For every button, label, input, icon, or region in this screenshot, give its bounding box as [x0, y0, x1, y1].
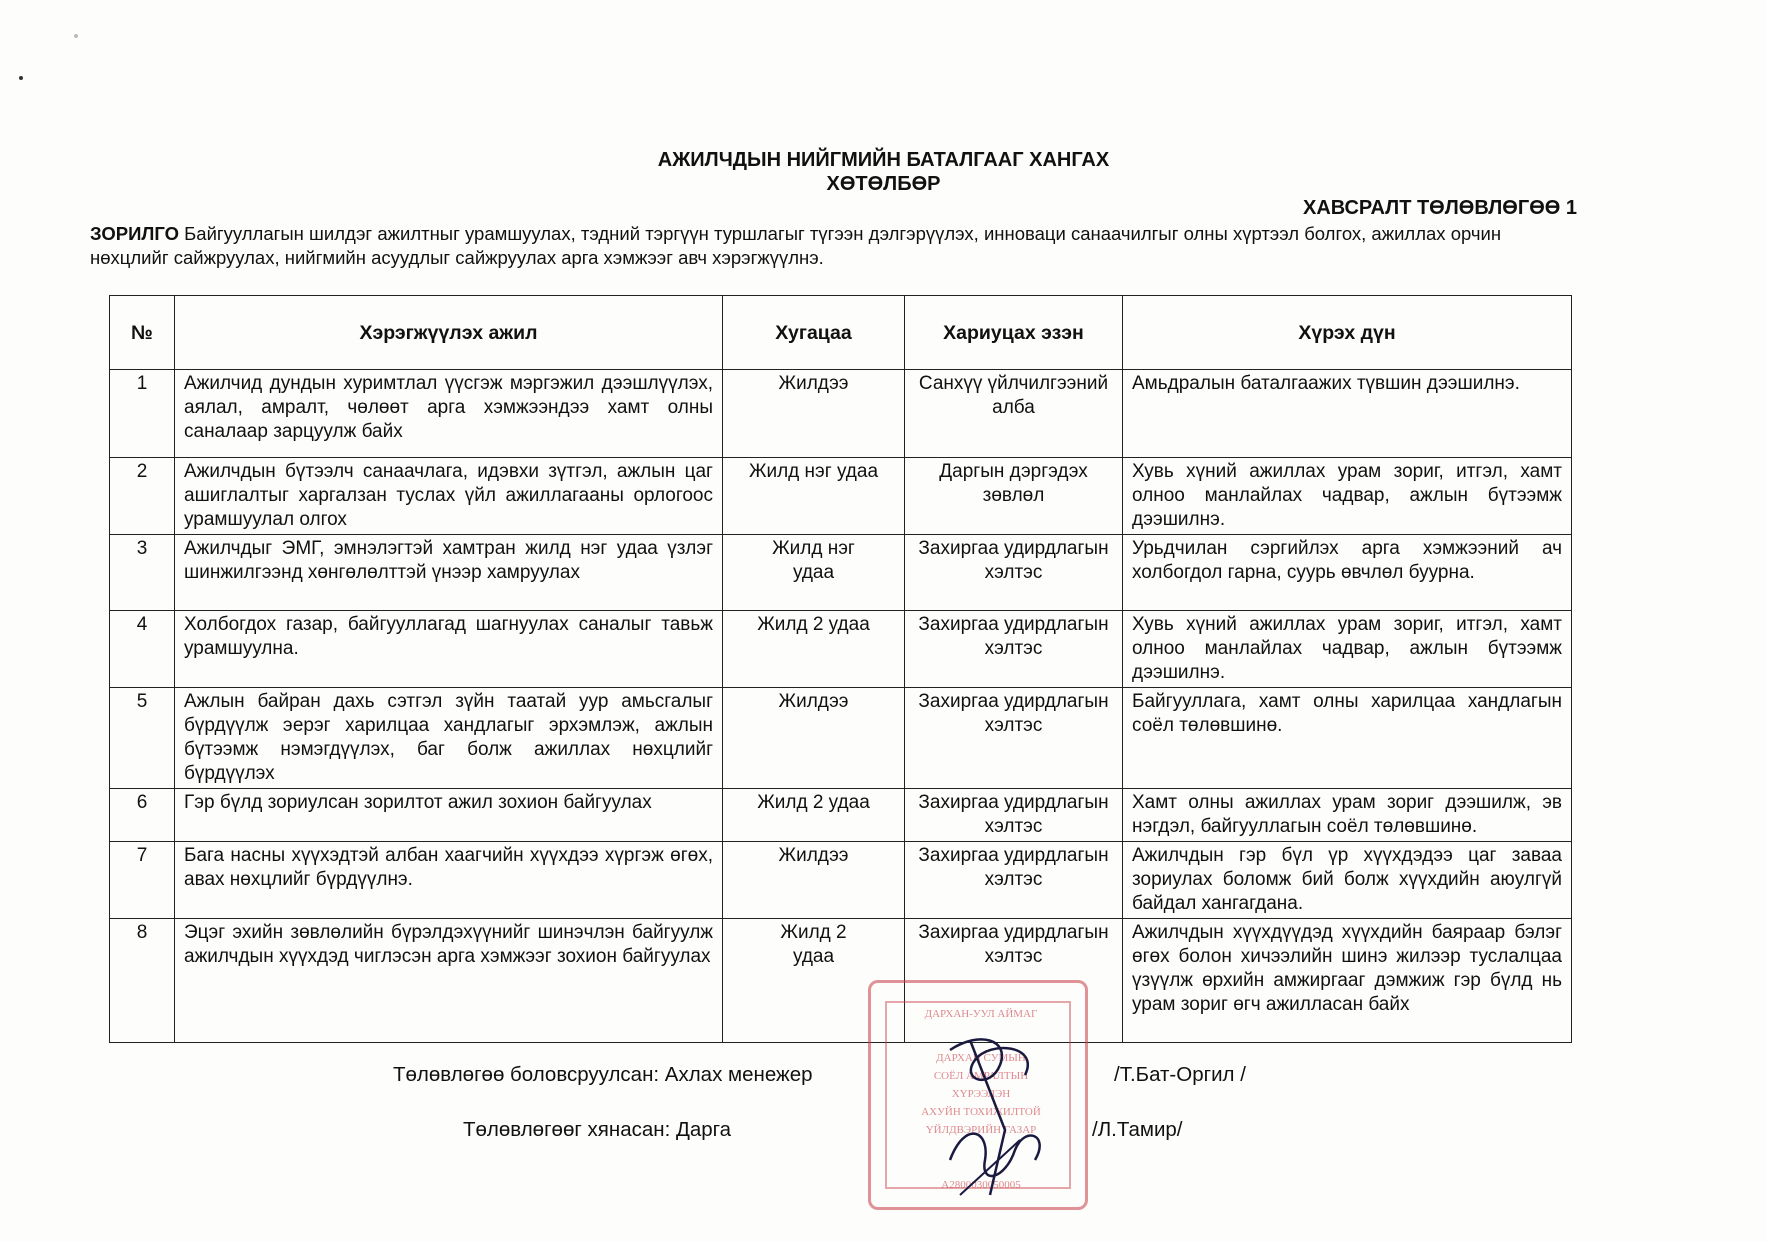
- table-header-row: [110, 296, 1572, 370]
- header-period: Хугацаа: [723, 296, 905, 370]
- prepared-by-label: Төлөвлөгөө боловсруулсан: Ахлах менежер: [393, 1063, 813, 1086]
- table-row: [110, 842, 1572, 919]
- table-row: [110, 611, 1572, 688]
- row-owner: Захиргаа удирдлагын хэлтэс: [905, 535, 1123, 611]
- row-owner: Захиргаа удирдлагын хэлтэс: [905, 789, 1123, 842]
- row-task: Ажилчид дундын хуримтлал үүсгэж мэргэжил дээшлүүлэх, аялал, амралт, чөлөөт арга хэмжээндээ хамт олны саналаар зарцуулж байх: [175, 370, 723, 458]
- row-num: 7: [110, 842, 175, 919]
- header-task: Хэрэгжүүлэх ажил: [175, 296, 723, 370]
- row-task: Холбогдох газар, байгууллагад шагнуулах саналыг тавьж урамшуулна.: [175, 611, 723, 688]
- row-num: 8: [110, 919, 175, 1043]
- row-task: Ажилчдын бүтээлч санаачлага, идэвхи зүтгэл, ажлын цаг ашиглалтыг харгалзан туслах үйл ажиллагааны орлогоос урамшуулал олгох: [175, 458, 723, 535]
- signature: [930, 1020, 1070, 1210]
- header-num: №: [110, 296, 175, 370]
- row-period: Жилдээ: [723, 688, 905, 789]
- row-period-text: Жилд нэг удаа: [772, 538, 855, 583]
- row-num: 6: [110, 789, 175, 842]
- svg-text:АХУЙН ТОХИЖИЛТОЙ: АХУЙН ТОХИЖИЛТОЙ: [921, 1106, 1041, 1118]
- row-task: Ажилчдыг ЭМГ, эмнэлэгтэй хамтран жилд нэг удаа үзлэг шинжилгээнд хөнгөлөлттэй үнээр хамруулах: [175, 535, 723, 611]
- svg-text:ҮЙЛДВЭРИЙН ГАЗАР: ҮЙЛДВЭРИЙН ГАЗАР: [925, 1124, 1037, 1136]
- row-task: Гэр бүлд зориулсан зорилтот ажил зохион байгуулах: [175, 789, 723, 842]
- row-owner: Захиргаа удирдлагын хэлтэс: [905, 842, 1123, 919]
- prepared-by-name: /Т.Бат-Оргил /: [1114, 1063, 1246, 1086]
- row-owner: Даргын дэргэдэх зөвлөл: [905, 458, 1123, 535]
- row-num: 2: [110, 458, 175, 535]
- reviewed-by-label: Төлөвлөгөөг хянасан: Дарга: [463, 1118, 732, 1141]
- table-row: [110, 535, 1572, 611]
- row-owner: Санхүү үйлчилгээний алба: [905, 370, 1123, 458]
- table-row: [110, 458, 1572, 535]
- row-result: Байгууллага, хамт олны харилцаа хандлагын соёл төлөвшинө.: [1123, 688, 1572, 789]
- plan-table: [109, 295, 1572, 1043]
- row-owner: Захиргаа удирдлагын хэлтэс: [905, 688, 1123, 789]
- annex-label: ХАВСРАЛТ ТӨЛӨВЛӨГӨӨ 1: [1302, 197, 1577, 219]
- table-row: [110, 688, 1572, 789]
- svg-text:А2800030050005: А2800030050005: [941, 1179, 1021, 1191]
- row-task: Бага насны хүүхэдтэй албан хаагчийн хүүхдээ хүргэж өгөх, авах нөхцлийг бүрдүүлнэ.: [175, 842, 723, 919]
- row-num: 1: [110, 370, 175, 458]
- goal-label: ЗОРИЛГО: [90, 223, 179, 244]
- svg-text:ДАРХАН СУМЫН: ДАРХАН СУМЫН: [936, 1052, 1026, 1064]
- row-task: Эцэг эхийн зөвлөлийн бүрэлдэхүүнийг шинэчлэн байгуулж ажилчдын хүүхдэд чиглэсэн арга хэмжээг зохион байгуулах: [175, 919, 723, 1043]
- svg-text:СОЁЛ АМРАЛТЫН: СОЁЛ АМРАЛТЫН: [933, 1070, 1029, 1082]
- row-owner: Захиргаа удирдлагын хэлтэс: [905, 919, 1123, 1043]
- table-row: [110, 919, 1572, 1043]
- row-period: Жилд 2 удаа: [723, 789, 905, 842]
- row-period: Жилд нэг удаа: [723, 458, 905, 535]
- goal-paragraph: [90, 222, 1580, 270]
- goal-text: Байгууллагын шилдэг ажилтныг урамшуулах, тэдний тэргүүн туршлагыг түгээн дэлгэрүүлэх, инноваци санаачилгыг олны хүртээл болгох, ажиллах орчин нөхцлийг сайжруулах, нийгмийн асуудлыг сайжруулах арга хэмжээг авч хэрэгжүүлнэ.: [90, 223, 1502, 268]
- row-result: Хамт олны ажиллах урам зориг дээшилж, эв нэгдэл, байгууллагын соёл төлөвшинө.: [1123, 789, 1572, 842]
- document-title: [0, 148, 1767, 196]
- row-owner: Захиргаа удирдлагын хэлтэс: [905, 611, 1123, 688]
- row-result: Ажилчдын хүүхдүүдэд хүүхдийн баяраар бэлэг өгөх болон хичээлийн шинэ жилээр туслалцаа үзүүлж өрхийн амжиргааг дэмжиж гэр бүлд нь урам зориг өгч ажилласан байх: [1123, 919, 1572, 1043]
- row-result: Ажилчдын гэр бүл үр хүүхдэдээ цаг заваа зориулах боломж бий болж хүүхдийн аюулгүй байдал хангагдана.: [1123, 842, 1572, 919]
- row-task: Ажлын байран дахь сэтгэл зүйн таатай уур амьсгалыг бүрдүүлж эерэг харилцаа хандлагыг эрхэмлэж, ажлын бүтээмж нэмэгдүүлэх, баг болж ажиллах нөхцлийг бүрдүүлэх: [175, 688, 723, 789]
- row-num: 4: [110, 611, 175, 688]
- title-line-1: АЖИЛЧДЫН НИЙГМИЙН БАТАЛГААГ ХАНГАХ: [657, 149, 1110, 171]
- row-period: Жилдээ: [723, 370, 905, 458]
- row-period: Жилд 2 удаа: [723, 611, 905, 688]
- reviewed-by-name: /Л.Тамир/: [1092, 1118, 1183, 1141]
- svg-text:ДАРХАН-УУЛ АЙМАГ: ДАРХАН-УУЛ АЙМАГ: [924, 1008, 1038, 1020]
- row-result: Хувь хүний ажиллах урам зориг, итгэл, хамт олноо манлайлах чадвар, ажлын бүтээмж дээшилнэ.: [1123, 611, 1572, 688]
- row-result: Хувь хүний ажиллах урам зориг, итгэл, хамт олноо манлайлах чадвар, ажлын бүтээмж дээшилнэ.: [1123, 458, 1572, 535]
- table-row: [110, 789, 1572, 842]
- table-row: [110, 370, 1572, 458]
- header-owner: Хариуцах эзэн: [905, 296, 1123, 370]
- row-result: Амьдралын баталгаажих түвшин дээшилнэ.: [1123, 370, 1572, 458]
- row-period: [723, 535, 905, 611]
- row-period-text: Жилд 2 удаа: [780, 922, 847, 967]
- row-num: 3: [110, 535, 175, 611]
- title-line-2: ХӨТӨЛБӨР: [826, 173, 941, 195]
- row-period: Жилдээ: [723, 842, 905, 919]
- svg-text:ХҮРЭЭЛЭН: ХҮРЭЭЛЭН: [951, 1088, 1011, 1100]
- row-num: 5: [110, 688, 175, 789]
- header-result: Хүрэх дүн: [1123, 296, 1572, 370]
- row-result: Урьдчилан сэргийлэх арга хэмжээний ач холбогдол гарна, суурь өвчлөл буурна.: [1123, 535, 1572, 611]
